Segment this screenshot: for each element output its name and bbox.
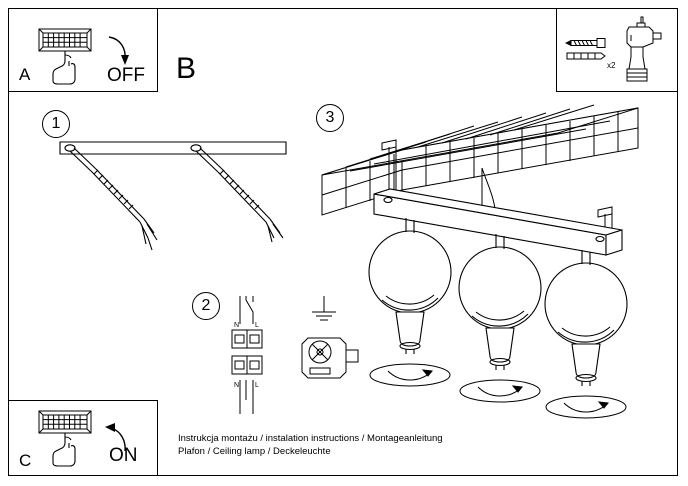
step-2-number: 2 bbox=[192, 292, 220, 320]
terminal-label-l-top: L bbox=[255, 322, 259, 329]
terminal-label-n-top: N bbox=[234, 322, 240, 329]
terminal-label-n-bottom: N bbox=[234, 382, 240, 389]
tools-multiplier: x2 bbox=[607, 61, 616, 70]
panel-c-switch-state: ON bbox=[109, 445, 138, 466]
step-3-number: 3 bbox=[316, 104, 344, 132]
caption-line-2: Plafon / Ceiling lamp / Deckeleuchte bbox=[178, 446, 331, 457]
panel-b-label: B bbox=[176, 52, 197, 85]
tools-illustration bbox=[557, 9, 679, 93]
step-1-illustration bbox=[48, 132, 308, 302]
panel-a-switch-state: OFF bbox=[107, 65, 145, 86]
step-3-illustration bbox=[310, 90, 670, 430]
step-1-number: 1 bbox=[42, 110, 70, 138]
panel-c-label: C bbox=[19, 451, 32, 470]
panel-c bbox=[8, 400, 158, 476]
panel-a bbox=[8, 8, 158, 92]
terminal-label-l-bottom: L bbox=[255, 382, 259, 389]
panel-tools bbox=[556, 8, 678, 92]
caption-line-1: Instrukcja montażu / instalation instructions / Montageanleitung bbox=[178, 433, 443, 444]
panel-a-label: A bbox=[19, 65, 31, 84]
